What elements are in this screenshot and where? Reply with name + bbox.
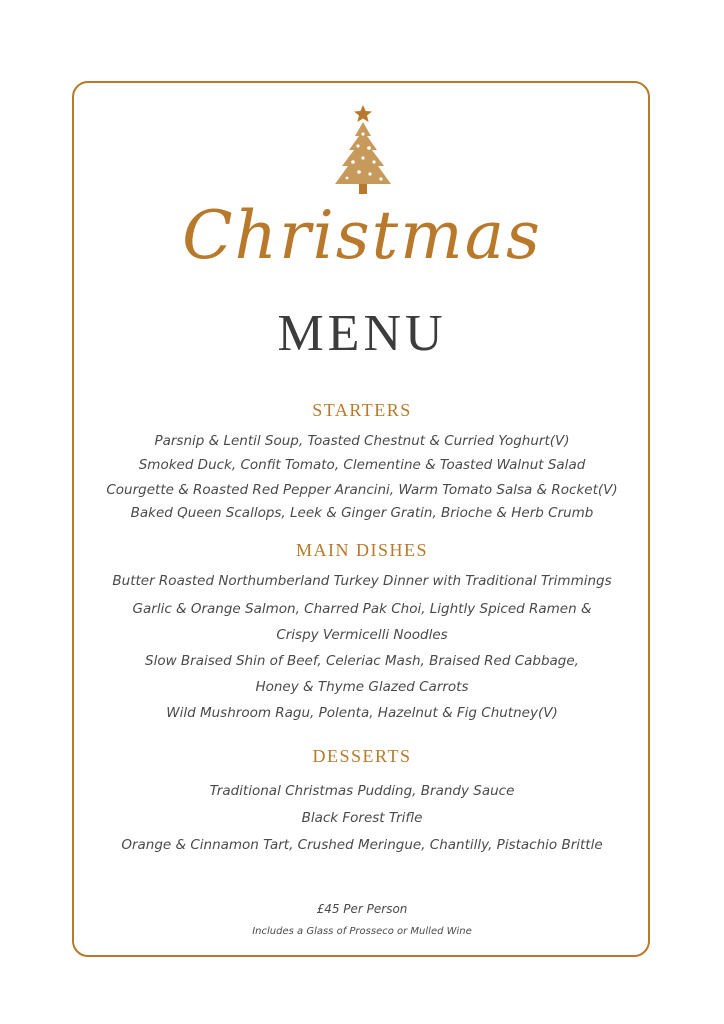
main-dish-item: Garlic & Orange Salmon, Charred Pak Choi, Lightly Spiced Ramen & bbox=[132, 601, 592, 617]
menu-title: MENU bbox=[277, 305, 447, 362]
dessert-item: Black Forest Trifle bbox=[301, 810, 423, 826]
main-dish-item: Butter Roasted Northumberland Turkey Dinner with Traditional Trimmings bbox=[112, 573, 612, 589]
main-dish-item: Slow Braised Shin of Beef, Celeriac Mash, Braised Red Cabbage, bbox=[145, 653, 579, 669]
inclusion-note: Includes a Glass of Prosseco or Mulled Wine bbox=[252, 926, 472, 937]
main-dish-item: Wild Mushroom Ragu, Polenta, Hazelnut & Fig Chutney(V) bbox=[166, 705, 558, 721]
desserts-heading: DESSERTS bbox=[312, 746, 412, 766]
main-dish-item: Honey & Thyme Glazed Carrots bbox=[255, 679, 469, 695]
main-dishes-heading: MAIN DISHES bbox=[295, 540, 428, 560]
dessert-item: Traditional Christmas Pudding, Brandy Sauce bbox=[209, 783, 515, 799]
script-title: Christmas bbox=[182, 197, 542, 274]
starters-heading: STARTERS bbox=[312, 400, 412, 420]
christmas-tree-icon bbox=[329, 104, 397, 196]
dessert-item: Orange & Cinnamon Tart, Crushed Meringue, Chantilly, Pistachio Brittle bbox=[121, 837, 603, 853]
starter-item: Smoked Duck, Confit Tomato, Clementine & Toasted Walnut Salad bbox=[138, 457, 586, 473]
price-per-person: £45 Per Person bbox=[316, 902, 408, 916]
starter-item: Baked Queen Scallops, Leek & Ginger Gratin, Brioche & Herb Crumb bbox=[130, 505, 594, 521]
starter-item: Courgette & Roasted Red Pepper Arancini, Warm Tomato Salsa & Rocket(V) bbox=[106, 482, 618, 498]
main-dish-item: Crispy Vermicelli Noodles bbox=[276, 627, 448, 643]
starter-item: Parsnip & Lentil Soup, Toasted Chestnut & Curried Yoghurt(V) bbox=[154, 433, 570, 449]
